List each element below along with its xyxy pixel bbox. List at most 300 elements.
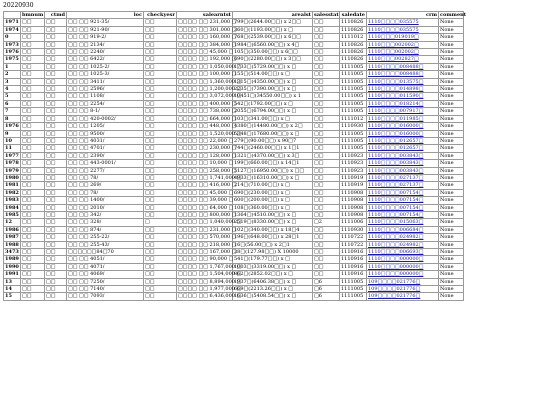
cell-arealst: 2519□(8330.00□□) x □ bbox=[233, 219, 313, 226]
row-number-cell: 1990 bbox=[5, 263, 19, 270]
cell-loc: □□ □□ 4069/ bbox=[67, 271, 144, 278]
table-row bbox=[4, 145, 464, 152]
cell-crm[interactable]: 1110□□□□007917□ bbox=[367, 108, 439, 115]
cell-salearntst: □□□□ □□ 1,200,000 □ bbox=[178, 86, 242, 93]
table-row bbox=[4, 100, 464, 107]
table-row bbox=[4, 108, 464, 115]
data-table bbox=[3, 11, 467, 301]
cell-comment: None bbox=[439, 286, 464, 293]
cell-salearntst: □□□□ □□ 664,000 □ bbox=[178, 115, 237, 122]
cell-saledate: 1110908 bbox=[340, 211, 367, 218]
cell-crm[interactable]: 1110□□□019019□ bbox=[367, 34, 439, 41]
cell-crm[interactable]: 1110□□□□007154□ bbox=[367, 204, 439, 211]
column-header-bmnum: bmnum bbox=[22, 12, 44, 18]
cell-arealst: 103□(341.00□□) x □ bbox=[233, 115, 313, 122]
row-number-cell: 1991 bbox=[5, 271, 19, 278]
cell-salesstat: □□ bbox=[313, 211, 340, 218]
table-row bbox=[4, 137, 464, 144]
cell-salesstat: □□ bbox=[313, 49, 340, 56]
cell-salesstat: □□ bbox=[313, 204, 340, 211]
cell-loc: □□ □□ 919-2/ bbox=[67, 34, 144, 41]
table-row bbox=[4, 286, 464, 293]
cell-arealst: 108□(360.00□□) x □ bbox=[233, 204, 313, 211]
cell-salesstat: □2 bbox=[313, 219, 340, 226]
row-number-cell: 1979 bbox=[5, 167, 19, 174]
cell-checkyesr: □□ bbox=[144, 167, 177, 174]
cell-saledate: 1110916 bbox=[340, 249, 367, 256]
cell-loc: □□ □□ 1025-2/ bbox=[67, 63, 144, 70]
cell-salearntst: □□□□ □□ 231,000 □ bbox=[178, 19, 237, 26]
table-row bbox=[4, 271, 464, 278]
cell-saledate: 1110916 bbox=[340, 271, 367, 278]
cell-arealst: 2055□(6794.00□□) x □ bbox=[233, 108, 313, 115]
table-row bbox=[4, 226, 464, 233]
cell-crm[interactable]: 1110□□□□016000□ bbox=[367, 123, 439, 130]
table-row bbox=[4, 152, 464, 159]
row-number-cell: 0 bbox=[4, 34, 21, 41]
cell-salearntst: □□□□ □□ 400,000 □ bbox=[178, 100, 237, 107]
cell-salesstat: □□ bbox=[313, 34, 340, 41]
cell-crm[interactable]: 1110□□□□027137□ bbox=[367, 182, 439, 189]
cell-saledate: 1111005 bbox=[340, 108, 367, 115]
cell-saledate: 1111005 bbox=[340, 145, 367, 152]
cell-crm[interactable]: 1110□□□□008488□ bbox=[367, 63, 439, 70]
cell-crm[interactable]: 1110□□□□000000□ bbox=[367, 271, 439, 278]
cell-checkyesr: □□ bbox=[144, 286, 177, 293]
cell-loc: □□ □□ 328/ bbox=[67, 219, 144, 226]
cell-ctmd: □□ bbox=[45, 234, 67, 241]
cell-salearntst: □□□□ □□ 10,000 □ bbox=[178, 160, 234, 167]
cell-salearntst: □□□□ □□ 6,436,000 □ bbox=[178, 293, 242, 300]
cell-loc: □□ □□ 4031/ bbox=[67, 137, 144, 144]
cell-saledate: 1111005 bbox=[340, 130, 367, 137]
row-number-cell: 11 bbox=[4, 145, 21, 152]
cell-salearntst: □□□□ □□ 64,000 □ bbox=[178, 204, 234, 211]
cell-crm[interactable]: 1110□□□□027137□ bbox=[367, 174, 439, 181]
cell-loc: □□ □□ 2277/ bbox=[67, 167, 144, 174]
column-header-saledate: saledate bbox=[340, 12, 367, 19]
cell-arealst: 199□(660.00□□) x 14□1 bbox=[233, 160, 313, 167]
cell-bmnum-glyph: □□ bbox=[21, 271, 45, 278]
cell-ctmd: □□ bbox=[45, 19, 67, 26]
cell-crm[interactable]: 1110□□□□007154□ bbox=[367, 189, 439, 196]
cell-checkyesr: □□ bbox=[144, 189, 177, 196]
row-number-cell: 8 bbox=[4, 115, 21, 122]
cell-bmnum-glyph: □□ bbox=[21, 93, 45, 100]
cell-ctmd: □□ bbox=[45, 34, 67, 41]
cell-crm[interactable]: 1110□□□□013575□ bbox=[367, 78, 439, 85]
cell-arealst: 768□(2539.00□□) x 6□□ bbox=[233, 34, 313, 41]
cell-ctmd: □□ bbox=[45, 204, 67, 211]
cell-salearntst: □□□□ □□ 301,000 □ bbox=[178, 26, 237, 33]
cell-bmnum-glyph: □□ bbox=[21, 137, 45, 144]
cell-crm[interactable]: 1110□□□□011590□ bbox=[367, 93, 439, 100]
cell-loc: □□ □□ 7140/ bbox=[67, 286, 144, 293]
cell-salesstat: □□ bbox=[313, 19, 340, 26]
cell-salesstat: □□ bbox=[313, 256, 340, 263]
row-number-cell: 1978 bbox=[5, 160, 19, 167]
cell-crm[interactable]: 1110□□□□015063□ bbox=[367, 219, 439, 226]
cell-salearntst: □□□□ □□ 1,977,000 □ bbox=[178, 286, 242, 293]
row-number-cell: 1985 bbox=[5, 211, 19, 218]
cell-comment: None bbox=[439, 197, 464, 204]
cell-salearntst: □□□□ □□ 384,000 □ bbox=[178, 41, 237, 48]
cell-crm[interactable]: 1110□□□□012657□ bbox=[367, 137, 439, 144]
cell-crm[interactable]: 1110□□□□014898□ bbox=[367, 86, 439, 93]
table-body bbox=[4, 19, 464, 300]
cell-checkyesr: □□ bbox=[144, 26, 177, 33]
cell-checkyesr: □□ bbox=[144, 145, 177, 152]
cell-comment: None bbox=[439, 256, 464, 263]
cell-salesstat: □□ bbox=[313, 271, 340, 278]
cell-crm[interactable]: 1110□□□□006693□ bbox=[367, 249, 439, 256]
cell-bmnum-glyph: □□ bbox=[21, 34, 45, 41]
cell-salesstat: □6 bbox=[313, 286, 340, 293]
cell-crm[interactable]: 109□□□□021776□ bbox=[367, 278, 439, 285]
cell-arealst: 4933□(16310.00□□) x □ bbox=[233, 174, 313, 181]
cell-arealst: 1984□(6560.00□□) x 4□ bbox=[233, 41, 313, 48]
cell-arealst: 541□(179.77□□) x □ bbox=[233, 256, 313, 263]
cell-saledate: 1110930 bbox=[340, 226, 367, 233]
column-header-salearntst: salearntst bbox=[177, 12, 233, 19]
cell-comment: None bbox=[439, 26, 464, 33]
row-number-cell: 1987 bbox=[5, 234, 19, 241]
cell-saledate: 1111005 bbox=[340, 100, 367, 107]
table-row bbox=[4, 211, 464, 218]
cell-saledate: 1110923 bbox=[340, 152, 367, 159]
table-row bbox=[4, 182, 464, 189]
cell-loc: □□ □□ 2134/ bbox=[67, 41, 144, 48]
cell-checkyesr: □□ bbox=[144, 41, 177, 48]
cell-saledate: 1110722 bbox=[340, 241, 367, 248]
cell-salearntst: □□□□ □□ 1,741,000 □ bbox=[178, 174, 242, 181]
row-number-cell: 1976 bbox=[5, 123, 19, 130]
cell-comment: None bbox=[439, 174, 464, 181]
cell-comment: None bbox=[439, 63, 464, 70]
cell-salesstat: □□ bbox=[313, 78, 340, 85]
cell-saledate: 1111006 bbox=[340, 219, 367, 226]
cell-ctmd: □□ bbox=[45, 286, 67, 293]
table-row bbox=[4, 19, 464, 26]
row-number-cell: 1977 bbox=[5, 152, 19, 159]
cell-salearntst: □□□□ □□ 738,000 □ bbox=[178, 108, 237, 115]
cell-arealst: 10451□(34550.00□□) x 1 bbox=[233, 93, 313, 100]
row-number-cell: 13 bbox=[4, 278, 21, 285]
cell-ctmd: □□ bbox=[45, 130, 67, 137]
cell-arealst: 214□(710.00□□) x □ bbox=[233, 182, 313, 189]
cell-bmnum-glyph: □□ bbox=[21, 145, 45, 152]
cell-comment: None bbox=[439, 123, 464, 130]
cell-salearntst: □□□□ □□ 22,000 □ bbox=[178, 137, 234, 144]
cell-ctmd: □□ bbox=[45, 174, 67, 181]
cell-salesstat: □□ bbox=[313, 56, 340, 63]
row-number-cell: 1980 bbox=[5, 174, 19, 181]
cell-salearntst: □□□□ □□ 258,000 □ bbox=[178, 167, 237, 174]
cell-salearntst: □□□□ □□ 8,894,000 □ bbox=[178, 278, 242, 285]
cell-arealst: 542□(1792.00□□) x □ bbox=[233, 100, 313, 107]
cell-checkyesr: □□ bbox=[144, 263, 177, 270]
cell-loc: □□ □□ 7093/ bbox=[67, 293, 144, 300]
cell-comment: None bbox=[439, 234, 464, 241]
cell-salearntst: □□□□ □□ 100,000 □ bbox=[178, 71, 237, 78]
cell-comment: None bbox=[439, 86, 464, 93]
cell-crm[interactable]: 1110□□□□024982□ bbox=[367, 241, 439, 248]
cell-saledate: 1111005 bbox=[340, 278, 367, 285]
table-row bbox=[4, 123, 464, 130]
cell-ctmd: □□ bbox=[45, 197, 67, 204]
row-number-cell: 10 bbox=[4, 137, 21, 144]
cell-bmnum-glyph: □□ bbox=[21, 182, 45, 189]
table-row bbox=[4, 49, 464, 56]
column-header-checkyesr: checkyesr bbox=[144, 12, 177, 19]
cell-crm[interactable]: 1110□□□□003843□ bbox=[367, 152, 439, 159]
cell-bmnum-glyph: □□ bbox=[21, 41, 45, 48]
row-number-cell: 5 bbox=[4, 93, 21, 100]
cell-crm[interactable]: 1110□□□□035575 bbox=[367, 26, 439, 33]
cell-salearntst: □□□□ □□ 1,767,000 □ bbox=[178, 263, 242, 270]
cell-arealst: 155□(514.00□□) x □ bbox=[233, 71, 313, 78]
cell-saledate: 1110826 bbox=[340, 19, 367, 26]
cell-loc: □□ □□ 269/ bbox=[67, 182, 144, 189]
cell-crm[interactable]: 1110□□□002827□ bbox=[367, 56, 439, 63]
cell-saledate: 1111005 bbox=[340, 93, 367, 100]
cell-bmnum-glyph: □□ bbox=[21, 211, 45, 218]
cell-loc: □□ □□ 2254/ bbox=[67, 100, 144, 107]
cell-salearntst: □□□□ □□ 230,000 □ bbox=[178, 145, 237, 152]
cell-saledate: 1110919 bbox=[340, 182, 367, 189]
cell-crm[interactable]: 1110□□□002002□ bbox=[367, 49, 439, 56]
cell-salesstat: □□ bbox=[313, 234, 340, 241]
cell-saledate: 1111012 bbox=[340, 34, 367, 41]
cell-loc: □□ □□ 255-22/ bbox=[67, 234, 144, 241]
cell-saledate: 1110923 bbox=[340, 160, 367, 167]
cell-loc: □□ □□ 2240/ bbox=[67, 49, 144, 56]
cell-ctmd: □□ bbox=[45, 189, 67, 196]
cell-crm[interactable]: 1110□□□□035575 bbox=[367, 19, 439, 26]
cell-comment: None bbox=[439, 271, 464, 278]
cell-ctmd: □□ bbox=[45, 271, 67, 278]
cell-saledate: 1111012 bbox=[340, 115, 367, 122]
column-header-salesstat: salesstat bbox=[314, 12, 339, 18]
cell-comment: None bbox=[439, 49, 464, 56]
cell-salearntst: □□□□ □□ 160,000 □ bbox=[178, 34, 237, 41]
cell-checkyesr: □□ bbox=[144, 204, 177, 211]
row-number-cell: 1974 bbox=[5, 26, 19, 33]
cell-ctmd: □□ bbox=[45, 256, 67, 263]
cell-comment: None bbox=[439, 167, 464, 174]
cell-crm[interactable]: 109□□□□021776□ bbox=[367, 286, 439, 293]
cell-saledate: 1110916 bbox=[340, 256, 367, 263]
cell-ctmd: □□ bbox=[45, 49, 67, 56]
cell-salesstat: □□ bbox=[313, 41, 340, 48]
cell-salesstat: □□ bbox=[313, 93, 340, 100]
cell-salearntst: □□□□ □□ 128,000 □ bbox=[178, 152, 237, 159]
cell-loc: □□□□□□84□70 bbox=[67, 249, 144, 256]
cell-bmnum-glyph: □□ bbox=[21, 26, 45, 33]
cell-loc: □□ □□ 7250/ bbox=[67, 278, 144, 285]
cell-checkyesr: □□ bbox=[144, 49, 177, 56]
cell-bmnum-glyph: □□ bbox=[21, 56, 45, 63]
cell-salearntst: □□□□ □□ 1,040,000 □ bbox=[178, 219, 242, 226]
cell-comment: None bbox=[439, 160, 464, 167]
cell-salesstat: □□ bbox=[313, 174, 340, 181]
cell-arealst: 279□(90.00□□) x 90□7 bbox=[233, 137, 313, 144]
cell-salearntst: □□□□ □□ 800,000 □ bbox=[178, 211, 237, 218]
row-number-cell: 9 bbox=[4, 130, 21, 137]
cell-saledate: 1110722 bbox=[340, 234, 367, 241]
cell-checkyesr: □□ bbox=[144, 241, 177, 248]
cell-crm[interactable]: 1110□□□□016000□ bbox=[367, 130, 439, 137]
row-number-cell: 1989 bbox=[5, 256, 19, 263]
cell-ctmd: □□ bbox=[45, 41, 67, 48]
cell-bmnum-glyph: □□ bbox=[21, 108, 45, 115]
cell-bmnum-glyph: □□ bbox=[21, 160, 45, 167]
cell-loc: □□ □□ 3411/ bbox=[67, 78, 144, 85]
cell-loc: □□ □□ 9500/ bbox=[67, 130, 144, 137]
cell-saledate: 1111005 bbox=[340, 86, 367, 93]
cell-checkyesr: □□ bbox=[144, 271, 177, 278]
cell-comment: None bbox=[439, 249, 464, 256]
cell-bmnum-glyph: □□ bbox=[21, 204, 45, 211]
cell-bmnum-glyph: □□ bbox=[21, 197, 45, 204]
cell-salesstat: □□ bbox=[313, 63, 340, 70]
cell-comment: None bbox=[439, 108, 464, 115]
cell-salesstat: □6 bbox=[313, 278, 340, 285]
cell-salesstat: □□ bbox=[313, 145, 340, 152]
cell-comment: None bbox=[439, 219, 464, 226]
cell-crm[interactable]: 1110□□□□000000□ bbox=[367, 256, 439, 263]
cell-loc: □□ □□ 255-43/ bbox=[67, 241, 144, 248]
cell-bmnum-glyph: □□ bbox=[21, 167, 45, 174]
cell-crm[interactable]: 1110□□□□003843□ bbox=[367, 167, 439, 174]
cell-saledate: 1111005 bbox=[340, 71, 367, 78]
row-number-cell: 1988 bbox=[5, 241, 19, 248]
cell-saledate: 1110826 bbox=[340, 41, 367, 48]
table-row bbox=[4, 263, 464, 270]
cell-salearntst: □□□□ □□ 1,050,000 □ bbox=[178, 63, 242, 70]
cell-ctmd: □□ bbox=[45, 219, 67, 226]
cell-checkyesr: □□ bbox=[144, 115, 177, 122]
cell-checkyesr: □□ bbox=[144, 137, 177, 144]
cell-bmnum-glyph: □□ bbox=[21, 293, 45, 300]
cell-arealst: 5127□(16950.00□□) x □□ bbox=[233, 167, 313, 174]
cell-comment: None bbox=[439, 293, 464, 300]
cell-salesstat: □□ bbox=[313, 108, 340, 115]
cell-loc: □□ □□ 2010/ bbox=[67, 204, 144, 211]
table-row bbox=[4, 204, 464, 211]
row-number-cell: 14 bbox=[4, 286, 21, 293]
cell-salearntst: □□□□ □□ 1,360,000 □ bbox=[178, 78, 242, 85]
cell-checkyesr: □□ bbox=[144, 211, 177, 218]
table-row bbox=[4, 78, 464, 85]
cell-loc: □□ □□ 420-0002/ bbox=[67, 115, 144, 122]
cell-checkyesr: □□ bbox=[144, 108, 177, 115]
cell-ctmd: □□ bbox=[45, 137, 67, 144]
row-number-cell: 1981 bbox=[5, 182, 19, 189]
cell-ctmd: □□ bbox=[45, 71, 67, 78]
cell-crm[interactable]: 1110□□□□000000□ bbox=[367, 263, 439, 270]
column-header-crm: crm bbox=[367, 12, 439, 19]
cell-comment: None bbox=[439, 100, 464, 107]
table-row bbox=[4, 293, 464, 300]
row-number-cell: 1984 bbox=[5, 204, 19, 211]
cell-salesstat: □□ bbox=[313, 167, 340, 174]
cell-salearntst: □□□□ □□ 231,000 □ bbox=[178, 226, 237, 233]
table-row bbox=[4, 189, 464, 196]
cell-checkyesr: □□ bbox=[144, 56, 177, 63]
cell-arealst: 105□(350.00□□) x 6□□ bbox=[233, 49, 313, 56]
cell-arealst: 799□(2644.00□□) x 2□□ bbox=[233, 19, 313, 26]
cell-comment: None bbox=[439, 182, 464, 189]
cell-loc: □□ □□ 874/ bbox=[67, 226, 144, 233]
cell-comment: None bbox=[439, 34, 464, 41]
cell-arealst: 1937□(6406.38□□) x □ bbox=[233, 278, 313, 285]
cell-bmnum-glyph: □□ bbox=[21, 100, 45, 107]
cell-bmnum-glyph: □□ bbox=[21, 86, 45, 93]
cell-comment: None bbox=[439, 71, 464, 78]
cell-crm[interactable]: 1110□□□□024982□ bbox=[367, 234, 439, 241]
column-header-ctmd: ctmd bbox=[45, 12, 67, 19]
table-row bbox=[4, 93, 464, 100]
cell-comment: None bbox=[439, 115, 464, 122]
cell-crm[interactable]: 1110□□□002002□ bbox=[367, 41, 439, 48]
cell-crm[interactable]: 1110□□□□006684□ bbox=[367, 226, 439, 233]
cell-bmnum-glyph: □□ bbox=[21, 19, 45, 26]
cell-crm[interactable]: 1110□□□□012657□ bbox=[367, 145, 439, 152]
cell-loc: □□ □□ 1205/ bbox=[67, 123, 144, 130]
cell-comment: None bbox=[439, 278, 464, 285]
cell-checkyesr: □□ bbox=[144, 182, 177, 189]
cell-crm[interactable]: 1110□□□□007154□ bbox=[367, 197, 439, 204]
cell-salesstat: □□ bbox=[313, 241, 340, 248]
cell-checkyesr: □□ bbox=[144, 78, 177, 85]
cell-saledate: 1110923 bbox=[340, 167, 367, 174]
cell-crm[interactable]: 1110□□□□007154□ bbox=[367, 211, 439, 218]
table-row bbox=[4, 234, 464, 241]
cell-bmnum-glyph: □□ bbox=[21, 115, 45, 122]
cell-loc: □□ □□ 78/ bbox=[67, 174, 144, 181]
cell-saledate: 1110930 bbox=[340, 123, 367, 130]
cell-comment: None bbox=[439, 152, 464, 159]
cell-arealst: 862□(2852.02□□) x □ bbox=[233, 271, 313, 278]
cell-bmnum-glyph: □□ bbox=[21, 234, 45, 241]
cell-salearntst: □□□□ □□ 3,072,000 □ bbox=[178, 93, 242, 100]
cell-crm[interactable]: 1110□□□□003843□ bbox=[367, 160, 439, 167]
cell-arealst: 38□(127.98□□) X 10000 bbox=[233, 249, 313, 256]
cell-arealst: 4380□(14480.00□□) x 2□ bbox=[233, 123, 313, 130]
cell-checkyesr: □□ bbox=[144, 100, 177, 107]
header-row bbox=[4, 12, 464, 19]
cell-saledate: 1111005 bbox=[340, 293, 367, 300]
cell-crm[interactable]: 1110□□□□018214□ bbox=[367, 100, 439, 107]
cell-loc: □□ □□ 921-35/ bbox=[67, 19, 144, 26]
cell-checkyesr: □□ bbox=[144, 71, 177, 78]
cell-ctmd: □□ bbox=[45, 56, 67, 63]
cell-crm[interactable]: 109□□□□021776□ bbox=[367, 293, 439, 300]
cell-salesstat: □□ bbox=[313, 115, 340, 122]
cell-checkyesr: □□ bbox=[144, 174, 177, 181]
cell-crm[interactable]: 1110□□□□008488□ bbox=[367, 71, 439, 78]
cell-checkyesr: □□ bbox=[144, 123, 177, 130]
cell-arealst: 360□(1193.00□□) x □ bbox=[233, 26, 313, 33]
cell-crm[interactable]: 1110□□□□011985□ bbox=[367, 115, 439, 122]
cell-bmnum-glyph: □□ bbox=[21, 174, 45, 181]
cell-saledate: 1110916 bbox=[340, 263, 367, 270]
cell-salesstat: □□ bbox=[313, 152, 340, 159]
cell-bmnum-glyph: □□ bbox=[21, 78, 45, 85]
cell-salesstat: □□ bbox=[313, 249, 340, 256]
cell-saledate: 1110908 bbox=[340, 197, 367, 204]
